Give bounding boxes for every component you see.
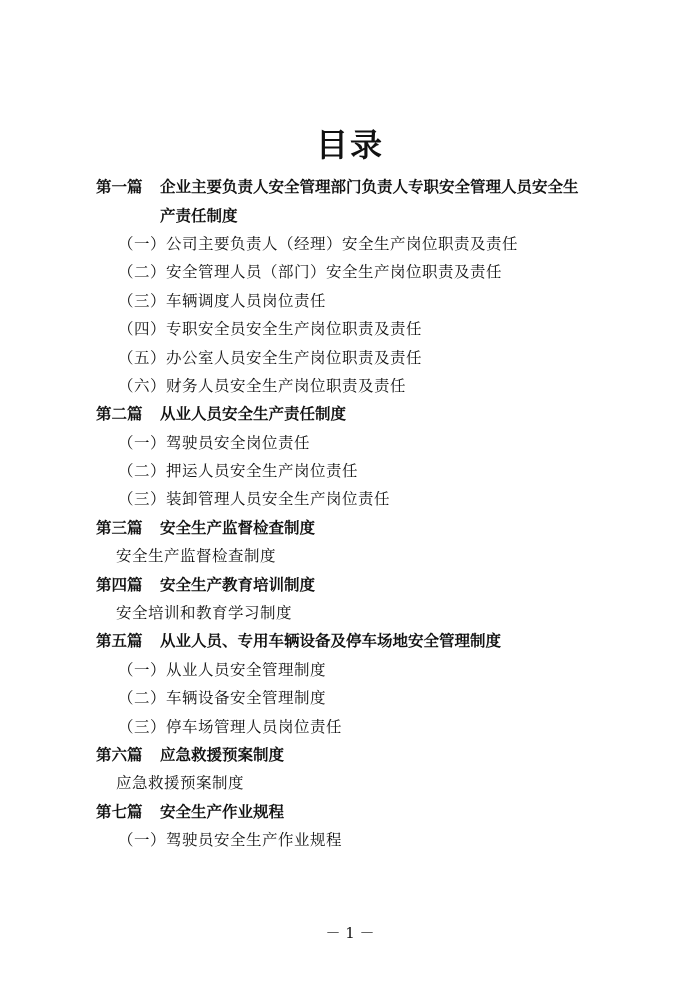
- toc-part-3[interactable]: [96, 513, 636, 541]
- toc-item[interactable]: （一）驾驶员安全岗位责任: [118, 433, 311, 452]
- toc-part-2[interactable]: [96, 399, 636, 427]
- part-title: 安全生产作业规程: [160, 801, 285, 821]
- toc-item[interactable]: （一）公司主要负责人（经理）安全生产岗位职责及责任: [118, 234, 519, 253]
- toc-part-6[interactable]: [96, 740, 636, 768]
- table-of-contents: [96, 172, 636, 853]
- toc-item[interactable]: 安全培训和教育学习制度: [116, 604, 293, 623]
- part-title: 安全生产监督检查制度: [160, 517, 316, 537]
- toc-part-4[interactable]: [96, 569, 636, 597]
- toc-item[interactable]: （五）办公室人员安全生产岗位职责及责任: [118, 348, 423, 367]
- toc-part-7[interactable]: [96, 797, 636, 825]
- toc-item[interactable]: 安全生产监督检查制度: [116, 547, 277, 566]
- toc-item[interactable]: （三）装卸管理人员安全生产岗位责任: [118, 490, 391, 509]
- toc-item[interactable]: （四）专职安全员安全生产岗位职责及责任: [118, 320, 423, 339]
- part-title: 安全生产教育培训制度: [160, 574, 316, 594]
- toc-item[interactable]: （三）车辆调度人员岗位责任: [118, 291, 327, 310]
- part-number: 第七篇: [96, 801, 143, 821]
- toc-part-5[interactable]: [96, 626, 636, 654]
- toc-item[interactable]: （一）从业人员安全管理制度: [118, 660, 327, 679]
- part-title: 应急救援预案制度: [160, 745, 285, 764]
- part-title: 从业人员、专用车辆设备及停车场地安全管理制度: [160, 631, 502, 651]
- toc-item[interactable]: （六）财务人员安全生产岗位职责及责任: [118, 376, 407, 395]
- page-title: 目录: [315, 126, 384, 164]
- toc-item[interactable]: （二）押运人员安全生产岗位责任: [118, 462, 359, 481]
- part-number: 第六篇: [96, 745, 143, 764]
- toc-part-1[interactable]: [96, 172, 636, 229]
- part-number: 第四篇: [96, 574, 143, 594]
- part-title: 企业主要负责人安全管理部门负责人专职安全管理人员安全生: [160, 177, 579, 197]
- part-title: 从业人员安全生产责任制度: [160, 404, 347, 424]
- toc-item[interactable]: 应急救援预案制度: [116, 774, 245, 793]
- part-number: 第一篇: [96, 177, 143, 197]
- part-number: 第五篇: [96, 631, 143, 651]
- part-number: 第三篇: [96, 517, 143, 537]
- toc-item[interactable]: （二）安全管理人员（部门）安全生产岗位职责及责任: [118, 263, 503, 282]
- toc-item[interactable]: （一）驾驶员安全生产作业规程: [118, 831, 343, 850]
- page-number: － 1 －: [325, 924, 375, 942]
- toc-item[interactable]: （二）车辆设备安全管理制度: [118, 689, 327, 708]
- part-title-continued: 产责任制度: [160, 205, 238, 225]
- toc-item[interactable]: （三）停车场管理人员岗位责任: [118, 717, 343, 736]
- part-number: 第二篇: [96, 404, 143, 424]
